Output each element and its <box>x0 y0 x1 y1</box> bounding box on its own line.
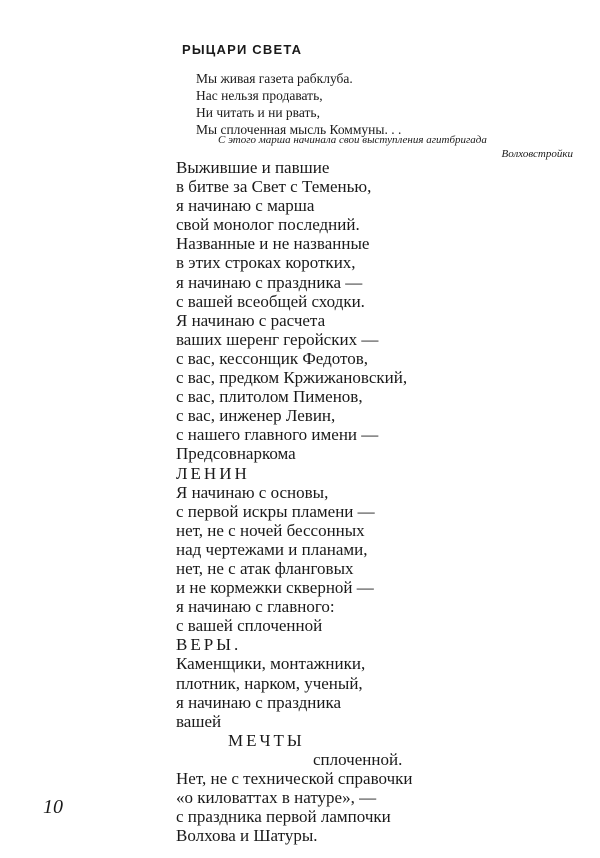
poem-line: Предсовнаркома <box>176 444 296 464</box>
poem-line: с вашей сплоченной <box>176 616 323 636</box>
poem-line: Выжившие и павшие <box>176 158 330 177</box>
poem-line-emphasis: МЕЧТЫ <box>228 730 305 750</box>
poem-line: над чертежами и планами, <box>176 539 368 559</box>
poem-line: «о киловаттах в натуре», — <box>176 788 377 808</box>
poem-line: с вас, кессонщик Федотов, <box>176 348 369 368</box>
page-number: 10 <box>43 796 63 818</box>
poem-line-emphasis: ВЕРЫ. <box>176 635 242 655</box>
poem-line: с нашего главного имени — <box>176 425 379 445</box>
epigraph-line: Мы живая газета рабклуба. <box>196 71 353 86</box>
epigraph-line: Ни читать и ни рвать, <box>196 105 320 120</box>
poem-line: сплоченной. <box>313 749 403 769</box>
poem-body <box>176 158 412 845</box>
poem-line: я начинаю с праздника <box>176 692 342 712</box>
poem-line: плотник, нарком, ученый, <box>176 673 363 693</box>
epigraph-line: Нас нельзя продавать, <box>196 88 323 103</box>
epigraph <box>196 70 401 138</box>
poem-line: и не кормежки скверной — <box>176 578 374 598</box>
poem-line: Нет, не с технической справочки <box>176 769 413 788</box>
poem-line: Каменщики, монтажники, <box>176 654 366 674</box>
poem-line: Я начинаю с расчета <box>176 310 326 330</box>
chapter-heading: РЫЦАРИ СВЕТА <box>182 42 303 57</box>
poem-line: с вашей всеобщей сходки. <box>176 291 365 311</box>
poem-line: в битве за Свет с Теменью, <box>176 177 372 197</box>
poem-line: я начинаю с праздника — <box>176 272 363 292</box>
poem-line: с вас, предком Кржижановский, <box>176 368 408 388</box>
poem-line: ваших шеренг геройских — <box>176 329 379 349</box>
poem-line: Волхова и Шатуры. <box>176 826 318 846</box>
poem-line-emphasis: ЛЕНИН <box>176 463 250 483</box>
poem-line: я начинаю с главного: <box>176 597 335 617</box>
poem-line: вашей <box>176 711 222 731</box>
poem-line: Я начинаю с основы, <box>176 482 329 502</box>
poem-line: свой монолог последний. <box>176 215 360 235</box>
poem-line: с праздника первой лампочки <box>176 807 391 827</box>
poem-line: я начинаю с марша <box>176 196 315 216</box>
epigraph-line: Мы сплоченная мысль Коммуны. . . <box>196 122 402 137</box>
poem-line: в этих строках коротких, <box>176 253 356 273</box>
poem-line: с первой искры пламени — <box>176 501 375 521</box>
poem-line: Названные и не названные <box>176 234 370 254</box>
poem-line: нет, не с ночей бессонных <box>176 520 365 540</box>
poem-line: с вас, плитолом Пименов, <box>176 387 363 407</box>
epigraph-note <box>218 133 573 161</box>
epigraph-note-attribution: Волховстройки <box>501 148 573 160</box>
poem-line: нет, не с атак фланговых <box>176 558 354 578</box>
poem-line: с вас, инженер Левин, <box>176 406 336 426</box>
epigraph-note-line: С этого марша начинала свои выступления агитбригада <box>218 134 487 146</box>
